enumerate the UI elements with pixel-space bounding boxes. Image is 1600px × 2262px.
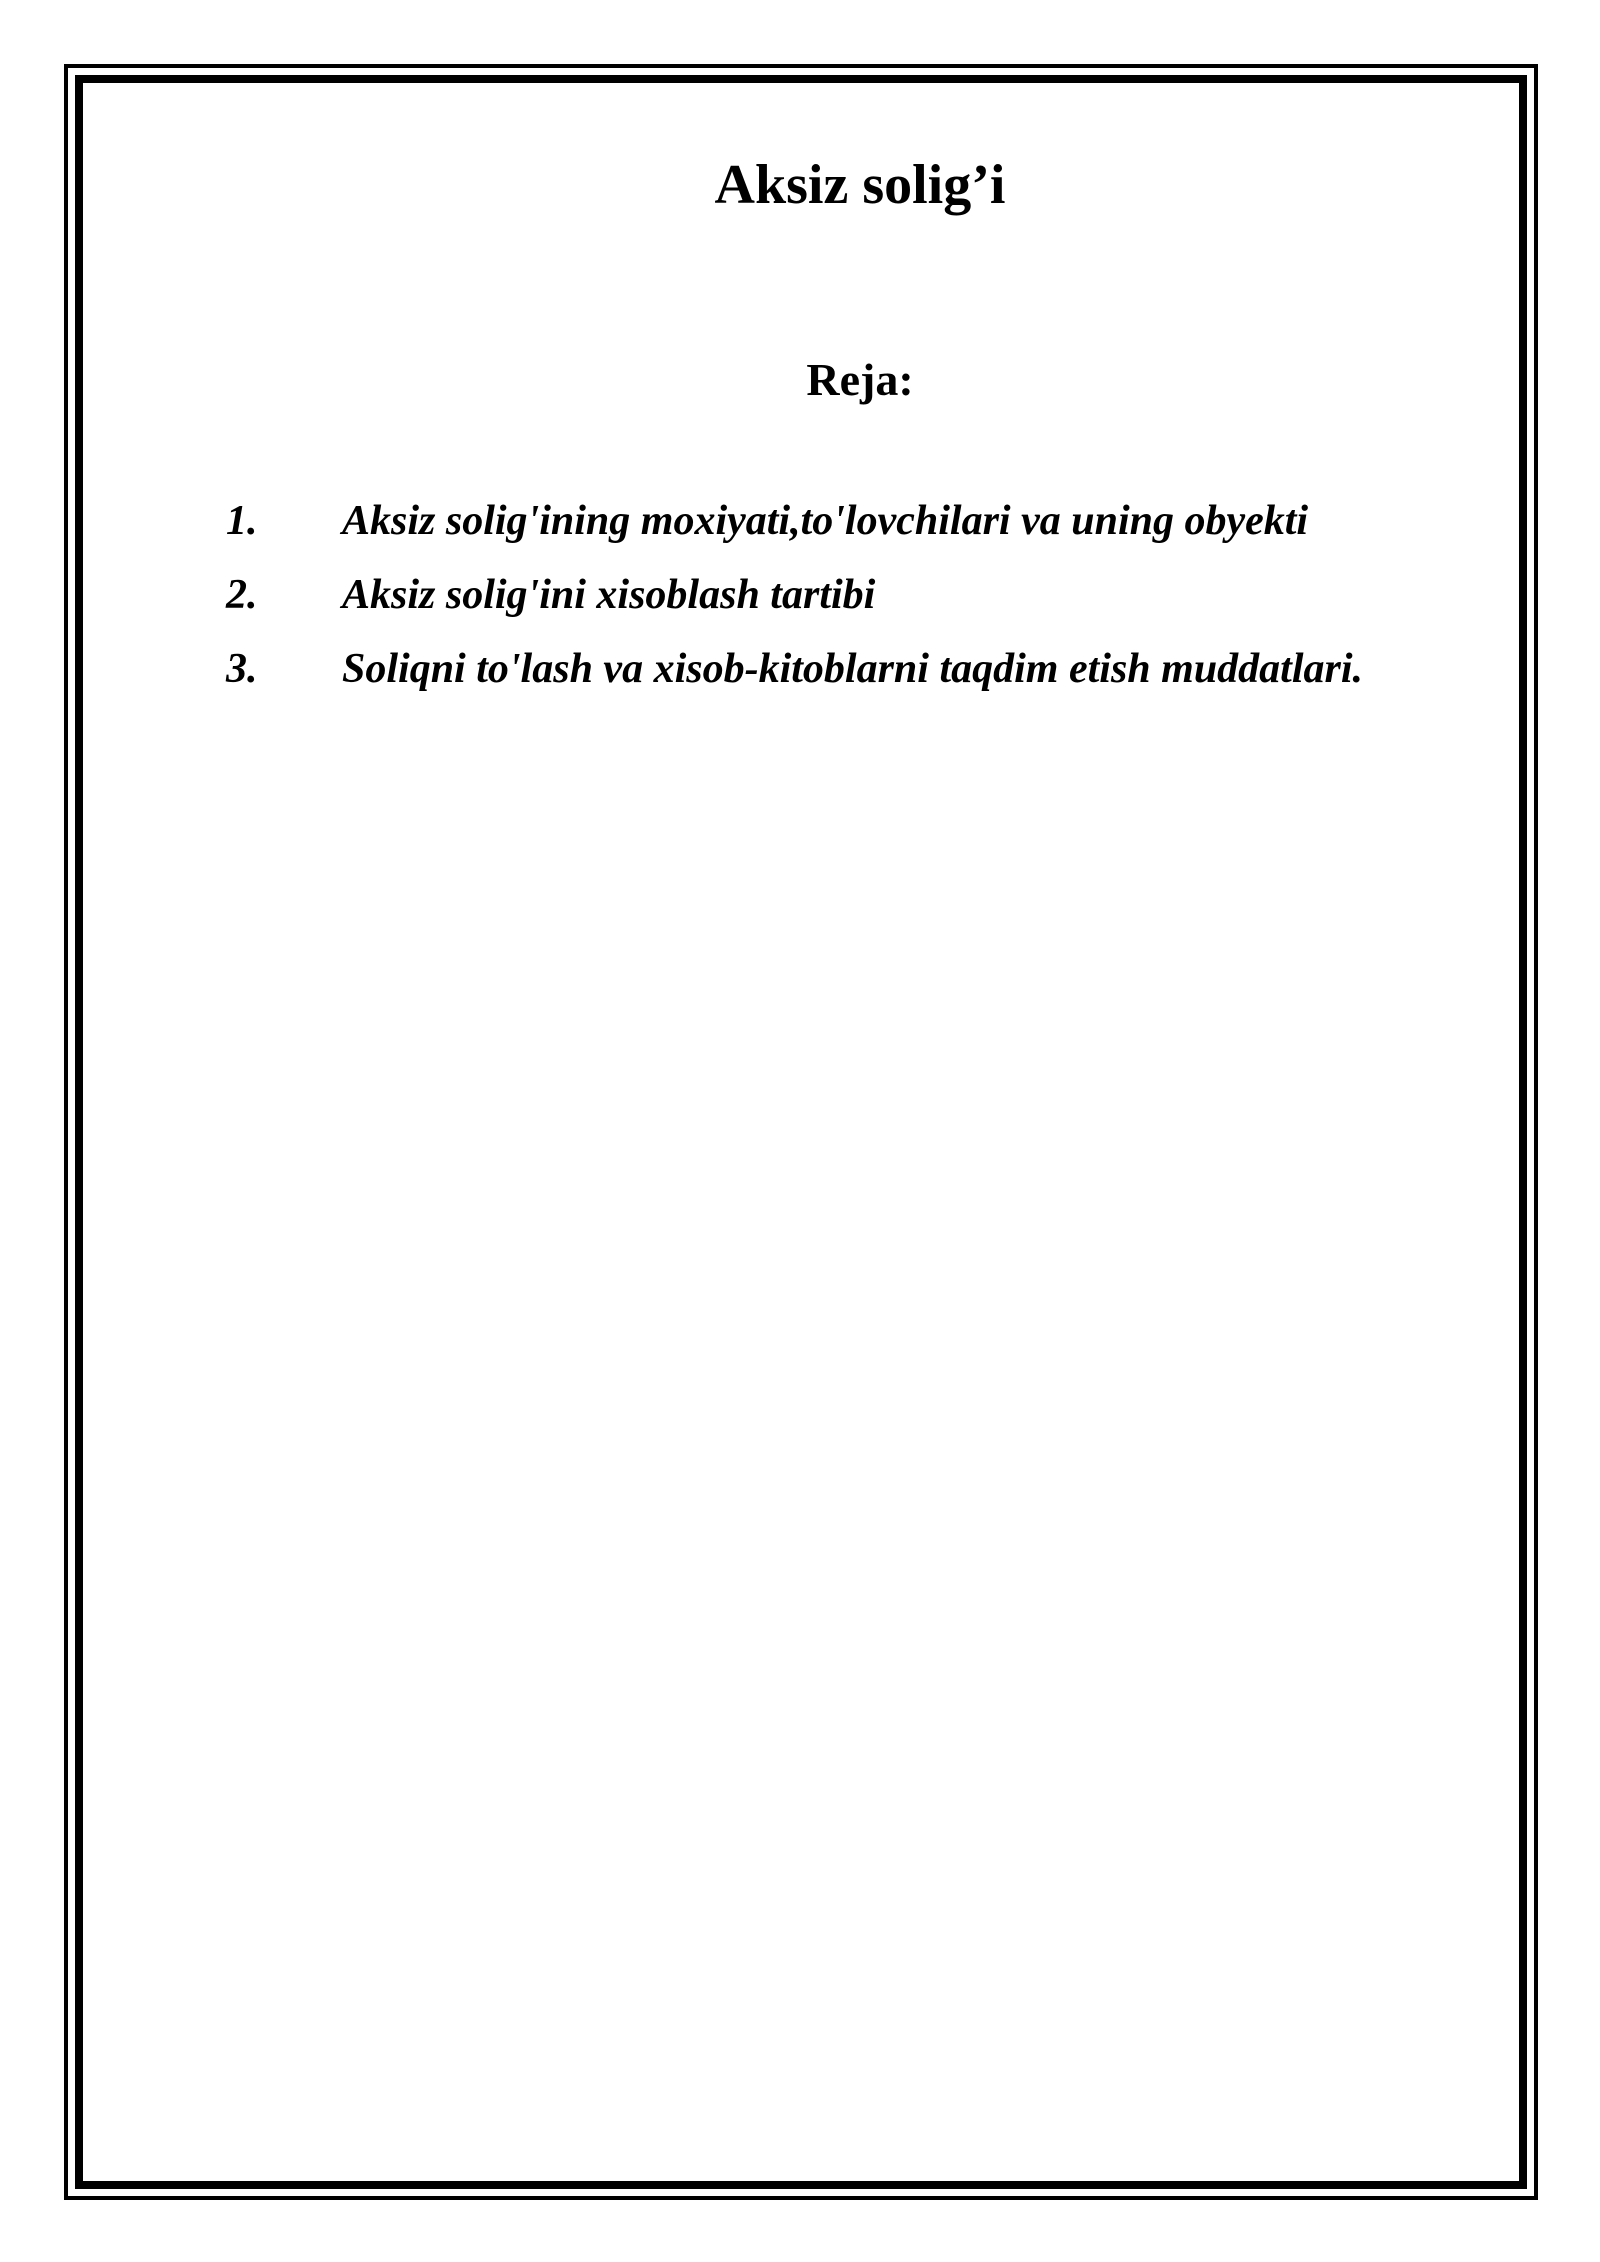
plan-item-text: Aksiz solig'ini xisoblash tartibi	[342, 572, 876, 618]
plan-item	[226, 496, 1476, 570]
plan-item-number: 3.	[226, 646, 258, 692]
document-title: Aksiz solig’i	[714, 154, 1006, 216]
plan-item-text: Aksiz solig'ining moxiyati,to'lovchilari va uning obyekti	[342, 498, 1309, 544]
plan-item	[226, 644, 1476, 718]
plan-item-number: 1.	[226, 498, 258, 544]
plan-item-number: 2.	[226, 572, 258, 618]
plan-item	[226, 570, 1476, 644]
plan-heading: Reja:	[806, 354, 914, 405]
plan-item-text: Soliqni to'lash va xisob-kitoblarni taqdim etish muddatlari.	[342, 646, 1364, 692]
plan-list	[226, 496, 1476, 718]
